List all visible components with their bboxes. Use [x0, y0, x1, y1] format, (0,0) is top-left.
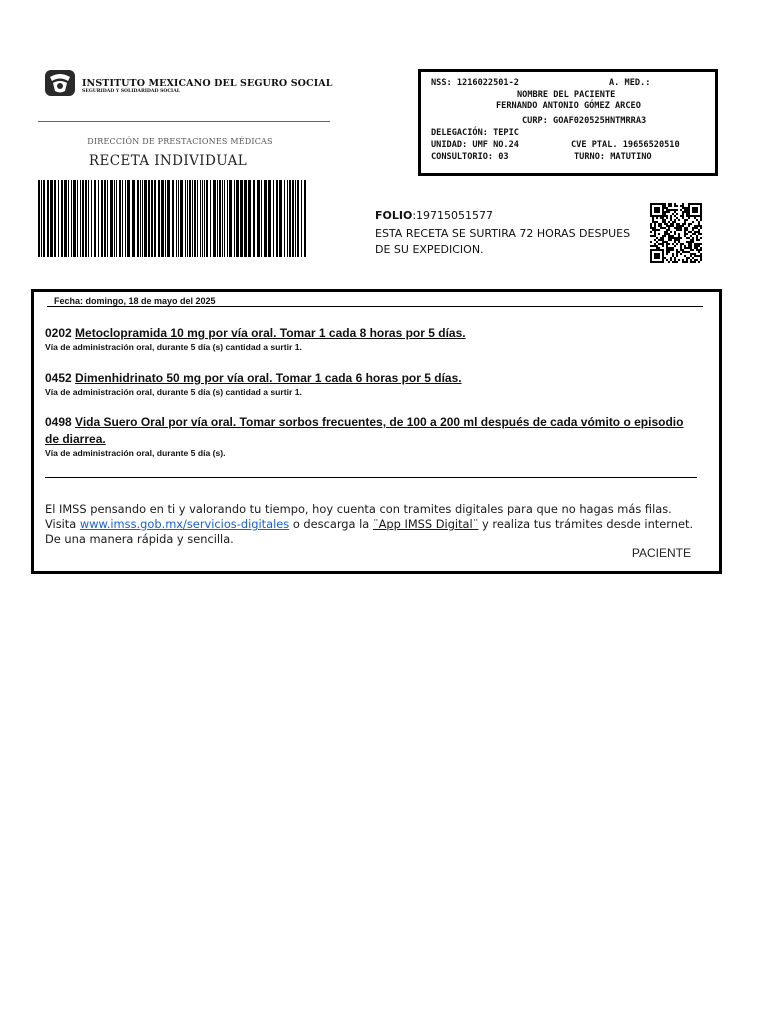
dispense-notice: ESTA RECETA SE SURTIRA 72 HORAS DESPUES DE SU EXPEDICION. [375, 227, 631, 256]
med-detail: Vía de administración oral, durante 5 día (s) cantidad a surtir 1. [45, 342, 302, 352]
date-underline [47, 306, 703, 307]
medication-item [45, 325, 695, 353]
med-code: 0498 [45, 415, 72, 429]
consultorio: CONSULTORIO: 03 [431, 152, 509, 162]
medication-item [45, 414, 695, 459]
notice-text: y realiza tus trámites desde internet. De una manera rápida y sencilla. [45, 517, 694, 546]
med-instruction: Metoclopramida 10 mg por vía oral. Tomar 1 cada 8 horas por 5 días. [75, 326, 466, 340]
copy-label: PACIENTE [631, 546, 691, 560]
unidad: UNIDAD: UMF NO.24 [431, 140, 519, 150]
qr-code [650, 203, 702, 263]
prescription-box [31, 289, 722, 574]
folio-label: FOLIO [375, 209, 413, 222]
digital-services-notice [45, 502, 695, 547]
header-divider [38, 121, 330, 122]
med-instruction: Dimenhidrinato 50 mg por vía oral. Tomar 1 cada 6 horas por 5 días. [75, 371, 462, 385]
med-code: 0202 [45, 326, 72, 340]
institution-motto: SEGURIDAD Y SOLIDARIDAD SOCIAL [82, 89, 180, 94]
direction-label: DIRECCIÓN DE PRESTACIONES MÉDICAS [87, 137, 273, 146]
document-title: RECETA INDIVIDUAL [88, 153, 248, 169]
notice-text: o descarga la [289, 517, 373, 531]
prescription-date: Fecha: domingo, 18 de mayo del 2025 [54, 296, 216, 306]
notice-text: El IMSS pensando en ti y valorando tu tiempo, hoy cuenta con tramites digitales para que no hagas más filas. Visita [45, 502, 672, 531]
patient-name-label: NOMBRE DEL PACIENTE [517, 90, 616, 100]
folio-number: :19715051577 [412, 209, 494, 222]
app-name: ¨App IMSS Digital¨ [372, 517, 479, 531]
a-med: A. MED.: [609, 78, 651, 88]
med-detail: Vía de administración oral, durante 5 día (s). [45, 448, 226, 458]
folio [375, 209, 493, 222]
institution-name: INSTITUTO MEXICANO DEL SEGURO SOCIAL [82, 78, 333, 89]
turno: TURNO: MATUTINO [574, 152, 652, 162]
imss-logo [44, 69, 333, 99]
nss: NSS: 1216022501-2 [431, 78, 519, 88]
imss-eagle-icon [44, 69, 76, 97]
patient-info-box [418, 69, 718, 176]
medication-item [45, 370, 695, 398]
med-detail: Vía de administración oral, durante 5 día (s) cantidad a surtir 1. [45, 387, 302, 397]
med-code: 0452 [45, 371, 72, 385]
curp: CURP: GOAF020525HNTMRRA3 [522, 116, 647, 126]
delegacion: DELEGACIÓN: TEPIC [431, 128, 519, 138]
barcode [38, 180, 308, 257]
imss-services-link[interactable]: www.imss.gob.mx/servicios-digitales [79, 517, 290, 531]
med-instruction: Vida Suero Oral por vía oral. Tomar sorbos frecuentes, de 100 a 200 ml después de cada vómito o episodio de diarrea. [45, 415, 684, 446]
patient-name: FERNANDO ANTONIO GÓMEZ ARCEO [496, 101, 641, 111]
cve-ptal: CVE PTAL. 19656520510 [571, 140, 680, 150]
section-divider [45, 477, 697, 478]
